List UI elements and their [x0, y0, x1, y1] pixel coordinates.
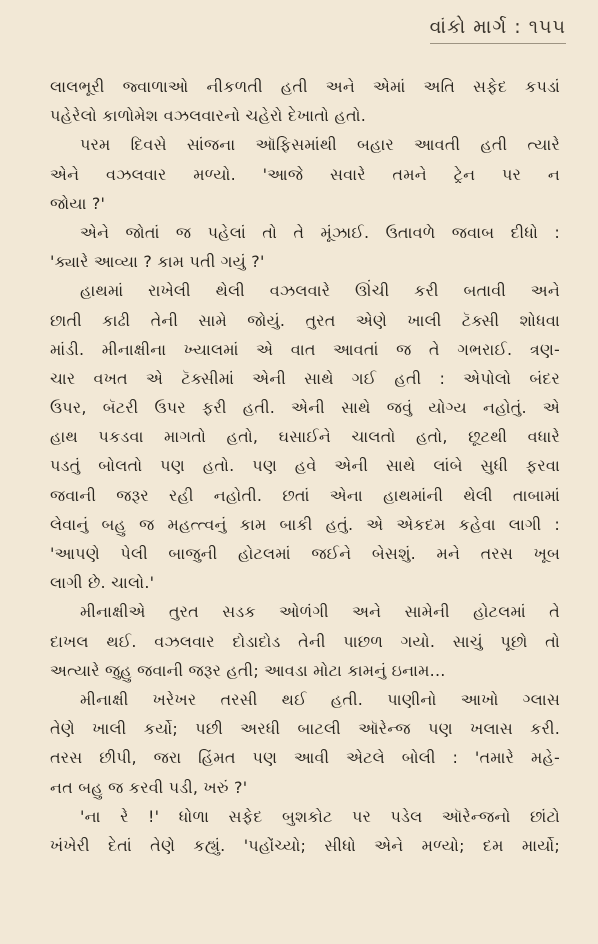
text-line: છાતી કાઢી તેની સામે જોયું. તુરત એણે ખાલી ટૅક્સી શોધવા — [50, 310, 560, 330]
text-line: દાખલ થઈ. વઝલવાર દોડાદોડ તેની પાછળ ગયો. સાચું પૂછો તો — [50, 631, 560, 651]
text-line: પરમ દિવસે સાંજના ઑફિસમાંથી બહાર આવતી હતી ત્યારે — [80, 135, 560, 155]
running-header — [430, 16, 566, 44]
text-line: લાગી છે. ચાલો.' — [50, 573, 155, 593]
text-line: ખંખેરી દેતાં તેણે કહ્યું. 'પહોંચ્યો; સીધો એને મળ્યો; દમ માર્યો; — [50, 835, 560, 855]
text-line: જવાની જરૂર રહી નહોતી. છતાં એના હાથમાંની થેલી તાબામાં — [50, 485, 560, 505]
text-line: 'ના રે !' ધોળા સફેદ બુશકોટ પર પડેલ ઑરેન્જનો છાંટો — [80, 806, 560, 826]
body-text — [50, 72, 560, 860]
header-underline — [430, 40, 566, 44]
text-line: અત્યારે જુહુ જવાની જરૂર હતી; આવડા મોટા કામનું ઇનામ... — [50, 660, 446, 680]
text-line: એને જોતાં જ પહેલાં તો તે મૂંઝાઈ. ઉતાવળે જવાબ દીધો : — [80, 222, 560, 242]
text-line: એને વઝલવાર મળ્યો. 'આજે સવારે તમને ટ્રેન પર ન — [50, 164, 560, 184]
text-line: ઉપર, બૅટરી ઉપર ફરી હતી. એની સાથે જવું યોગ્ય નહોતું. એ — [50, 398, 560, 418]
text-line: માંડી. મીનાક્ષીના ખ્યાલમાં એ વાત આવતાં જ તે ગભરાઈ. ત્રણ- — [50, 339, 560, 359]
text-line: 'ક્યારે આવ્યા ? કામ પતી ગયું ?' — [50, 252, 265, 272]
text-line: લેવાનું બહુ જ મહત્ત્વનું કામ બાકી હતું. એ એકદમ કહેવા લાગી : — [50, 514, 560, 534]
text-line: જોયા ?' — [50, 193, 106, 213]
text-line: હાથમાં રાખેલી થેલી વઝલવારે ઊંચી કરી બતાવી અને — [80, 281, 560, 301]
text-line: લાલભૂરી જ્વાળાઓ નીકળતી હતી અને એમાં અતિ સફેદ કપડાં — [50, 77, 560, 96]
text-line: 'આપણે પેલી બાજુની હોટલમાં જઈને બેસશું. મને તરસ ખૂબ — [50, 544, 560, 563]
text-line: નત બહુ જ કરવી પડી, ખરું ?' — [50, 777, 248, 797]
text-line: તેણે ખાલી કર્યો; પછી અરધી બાટલી ઑરેન્જ પણ ખલાસ કરી. — [50, 719, 560, 739]
text-line: હાથ પકડવા માગતો હતો, ઘસાઈને ચાલતો હતો, છૂટથી વધારે — [50, 427, 560, 447]
text-line: પહેરેલો કાળોમેશ વઝલવારનો ચહેરો દેખાતો હતો. — [50, 106, 367, 126]
text-line: ચાર વખત એ ટૅક્સીમાં એની સાથે ગઈ હતી : એપોલો બંદર — [50, 368, 560, 388]
running-header-title: વાંકો માર્ગ : ૧૫૫ — [429, 16, 566, 38]
text-line: મીનાક્ષીએ તુરત સડક ઓળંગી અને સામેની હોટલમાં તે — [80, 602, 560, 622]
text-line: તરસ છીપી, જરા હિંમત પણ આવી એટલે બોલી : 'તમારે મહે- — [50, 748, 560, 768]
text-line: પડતું બોલતો પણ હતો. પણ હવે એની સાથે લાંબે સુધી ફરવા — [50, 456, 560, 476]
text-line: મીનાક્ષી ખરેખર તરસી થઈ હતી. પાણીનો આખો ગ્લાસ — [80, 689, 560, 709]
